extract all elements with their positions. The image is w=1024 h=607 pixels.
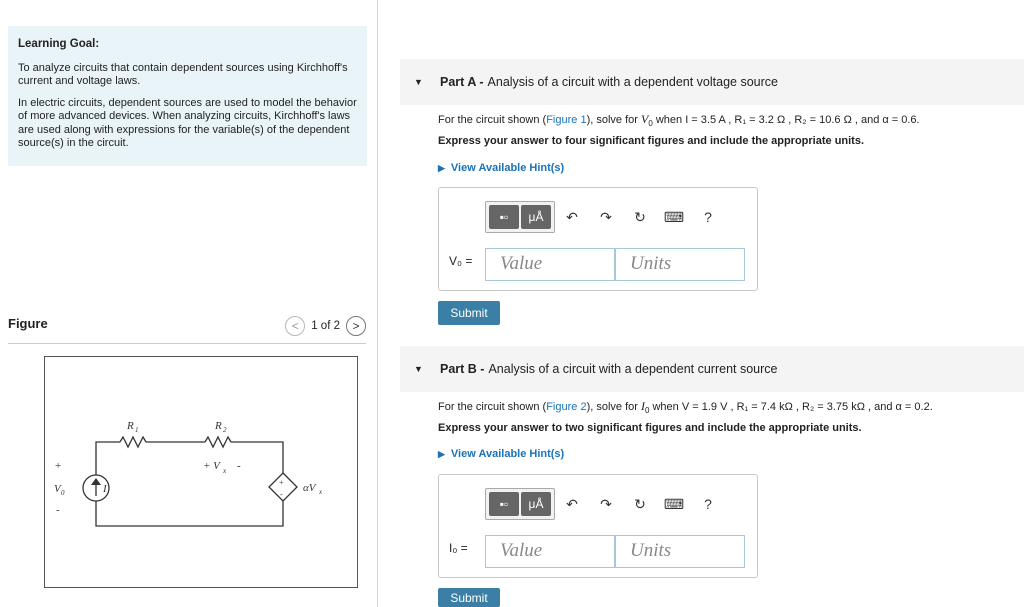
label-r2: R [215,420,222,432]
learning-goal-box [8,26,367,166]
part-b-title: Analysis of a circuit with a dependent current source [488,362,778,376]
units-button[interactable]: μÅ [521,492,551,516]
label-ds-minus: - [280,490,283,499]
keyboard-icon[interactable]: ⌨ [663,495,685,512]
undo-icon[interactable]: ↶ [566,495,578,512]
figure-title: Figure [8,316,48,331]
part-a-question [438,112,920,128]
label-minus: - [56,504,60,516]
label-v0-sub: 0 [61,489,65,497]
templates-icon[interactable]: ▪▫ [489,492,519,516]
part-a-q-var: V [640,112,649,126]
triangle-down-icon[interactable]: ▼ [414,364,423,374]
units-button[interactable]: μÅ [521,205,551,229]
right-panel [400,0,1024,607]
figure-1-link[interactable]: Figure 1 [546,114,587,126]
label-r1: R [127,420,134,432]
triangle-down-icon[interactable]: ▼ [414,77,423,87]
triangle-right-icon: ▶ [438,449,445,459]
part-b-q-var-sub: 0 [644,406,650,416]
part-b-q-vals: V = 1.9 V , R₁ = 7.4 kΩ , R₂ = 3.75 kΩ , and α = 0.2. [681,401,933,413]
learning-goal-para1: To analyze circuits that contain dependent sources using Kirchhoff's current and voltage laws. [18,61,348,87]
part-b-q-mid: ), solve for [586,401,641,413]
part-b-hint-text: View Available Hint(s) [450,448,565,460]
part-a-answer-label: V₀ = [449,254,473,268]
part-a-value-input[interactable]: Value [485,248,615,281]
figure-2-link[interactable]: Figure 2 [546,401,587,413]
label-r2-sub: 2 [223,426,227,434]
wire-top-left [96,442,120,450]
part-a-q-var-sub: 0 [648,119,653,129]
part-a-q-when: when [652,114,686,126]
label-plus: + [55,460,62,472]
label-alpha-sub: x [319,488,323,496]
part-a-submit-button[interactable]: Submit [438,301,500,325]
help-icon[interactable]: ? [704,209,712,225]
part-b-express: Express your answer to two significant figures and include the appropriate units. [438,422,862,434]
left-panel [0,0,378,607]
part-a-units-input[interactable]: Units [615,248,745,281]
figure-header [8,316,366,344]
resistor-r2 [205,437,231,447]
figure-page-count: 1 of 2 [311,320,340,332]
part-b-answer-label: I₀ = [449,541,468,555]
help-icon[interactable]: ? [704,496,712,512]
part-a-express: Express your answer to four significant figures and include the appropriate units. [438,135,865,147]
part-b-submit-button[interactable]: Submit [438,588,500,607]
triangle-right-icon: ▶ [438,163,445,173]
part-a-title: Analysis of a circuit with a dependent voltage source [487,75,778,89]
templates-icon[interactable]: ▪▫ [489,205,519,229]
part-b-q-var: I [640,399,645,413]
part-b-value-input[interactable]: Value [485,535,615,568]
part-a-toolbar [485,200,741,234]
part-a-template-group [485,201,555,233]
label-vx-sub: x [223,467,227,475]
undo-icon[interactable]: ↶ [566,208,578,225]
keyboard-icon[interactable]: ⌨ [663,208,685,225]
part-b-header[interactable] [400,346,1024,392]
part-a-answer-box [438,187,758,291]
part-b-units-input[interactable]: Units [615,535,745,568]
label-r1-sub: 1 [135,426,139,434]
resistor-r1 [120,437,146,447]
part-b-label: Part B - [440,362,485,376]
label-vx: + V [203,460,220,472]
circuit-diagram [45,357,357,587]
wire-bottom [96,501,283,526]
part-b-q-when: when [649,401,682,413]
part-b-template-group [485,488,555,520]
part-a-header[interactable] [400,59,1024,105]
label-v0: V [54,483,61,495]
label-i: I [103,483,107,495]
label-alpha-vx: αV [303,482,316,494]
reset-icon[interactable]: ↻ [634,495,646,512]
next-figure-button[interactable]: > [346,316,366,336]
redo-icon[interactable]: ↷ [600,495,612,512]
learning-goal-title: Learning Goal: [18,38,100,50]
circuit-figure [44,356,358,588]
reset-icon[interactable]: ↻ [634,208,646,225]
figure-pager [285,316,366,336]
part-b-question [438,399,933,415]
part-a-hint-link[interactable] [438,162,564,174]
part-a-label: Part A - [440,75,484,89]
part-a-q-pre: For the circuit shown ( [438,114,547,126]
part-a-hint-text: View Available Hint(s) [450,162,565,174]
part-a-q-vals: I = 3.5 A , R₁ = 3.2 Ω , R₂ = 10.6 Ω , and α = 0.6. [685,114,920,126]
label-ds-plus: + [279,478,284,487]
prev-figure-button[interactable]: < [285,316,305,336]
part-b-hint-link[interactable] [438,448,564,460]
redo-icon[interactable]: ↷ [600,208,612,225]
arrow-head-icon [91,478,101,485]
part-b-q-pre: For the circuit shown ( [438,401,547,413]
part-b-toolbar [485,487,741,521]
part-a-q-mid: ), solve for [586,114,641,126]
learning-goal-para2: In electric circuits, dependent sources are used to model the behavior of more advanced devices. When analyzing circuits, Kirchhoff's laws are used along with expressions for the variable(s) of the dependent source(s) in the circuit. [18,96,357,149]
part-b-answer-box [438,474,758,578]
label-vx-minus: - [237,460,241,472]
